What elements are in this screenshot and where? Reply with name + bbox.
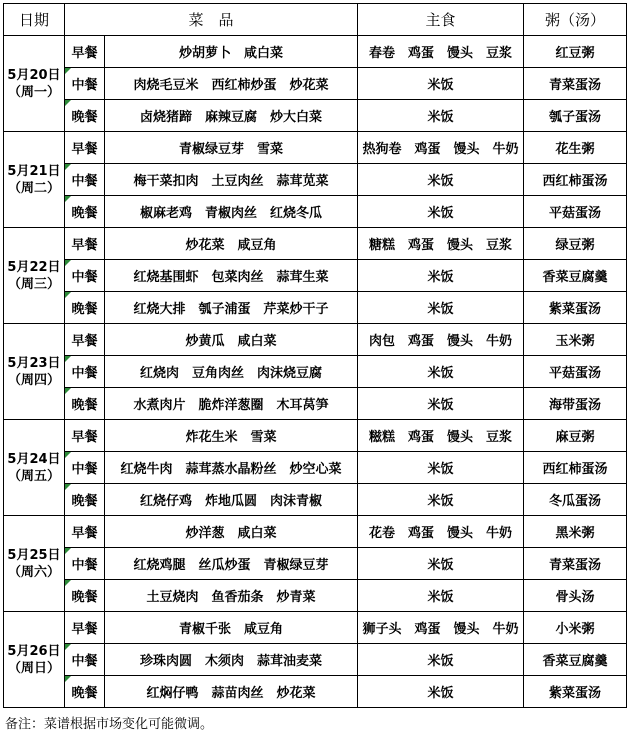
dishes-cell: 红烧鸡腿 丝瓜炒蛋 青椒绿豆芽: [105, 548, 358, 580]
porridge-cell: 青菜蛋汤: [524, 548, 627, 580]
staple-cell: 米饭: [358, 68, 524, 100]
meal-label-text: 中餐: [71, 78, 98, 93]
porridge-cell: 西红柿蛋汤: [524, 164, 627, 196]
meal-label: [65, 68, 105, 100]
cell-note-marker-icon: [65, 100, 71, 106]
date-label: 5月26日: [7, 643, 61, 659]
table-row: [4, 516, 627, 548]
cell-note-marker-icon: [65, 260, 71, 266]
dishes-cell: 炸花生米 雪菜: [105, 420, 358, 452]
table-row: [4, 132, 627, 164]
table-row: [4, 388, 627, 420]
staple-cell: 米饭: [358, 100, 524, 132]
dishes-cell: 椒麻老鸡 青椒肉丝 红烧冬瓜: [105, 196, 358, 228]
table-row: [4, 420, 627, 452]
date-cell: [4, 324, 65, 420]
table-row: [4, 36, 627, 68]
meal-label-text: 晚餐: [71, 494, 98, 509]
staple-cell: 糍糕 鸡蛋 馒头 豆浆: [358, 420, 524, 452]
dishes-cell: 红烧基围虾 包菜肉丝 蒜茸生菜: [105, 260, 358, 292]
weekday-label: （周四）: [7, 372, 60, 388]
meal-label-text: 中餐: [71, 366, 98, 381]
porridge-cell: 海带蛋汤: [524, 388, 627, 420]
meal-label-text: 晚餐: [71, 590, 98, 605]
porridge-cell: 瓠子蛋汤: [524, 100, 627, 132]
dishes-cell: 红烧仔鸡 炸地瓜圆 肉沫青椒: [105, 484, 358, 516]
meal-label-text: 早餐: [71, 526, 98, 541]
meal-label-text: 早餐: [71, 238, 98, 253]
dishes-cell: 卤烧猪蹄 麻辣豆腐 炒大白菜: [105, 100, 358, 132]
staple-cell: 狮子头 鸡蛋 馒头 牛奶: [358, 612, 524, 644]
staple-cell: 米饭: [358, 548, 524, 580]
table-row: [4, 196, 627, 228]
dishes-cell: 炒花菜 咸豆角: [105, 228, 358, 260]
porridge-cell: 红豆粥: [524, 36, 627, 68]
porridge-cell: 青菜蛋汤: [524, 68, 627, 100]
meal-label-text: 晚餐: [71, 110, 98, 125]
meal-label: [65, 36, 105, 68]
staple-cell: 米饭: [358, 356, 524, 388]
cell-note-marker-icon: [65, 388, 71, 394]
porridge-cell: 花生粥: [524, 132, 627, 164]
date-cell: [4, 420, 65, 516]
header-row: [4, 4, 627, 36]
dishes-cell: 水煮肉片 脆炸洋葱圈 木耳莴笋: [105, 388, 358, 420]
dishes-cell: 珍珠肉圆 木须肉 蒜茸油麦菜: [105, 644, 358, 676]
meal-label: [65, 100, 105, 132]
weekday-label: （周五）: [7, 468, 60, 484]
meal-label-text: 中餐: [71, 462, 98, 477]
meal-label-text: 晚餐: [71, 206, 98, 221]
date-label: 5月23日: [7, 355, 61, 371]
weekday-label: （周三）: [7, 276, 60, 292]
staple-cell: 米饭: [358, 196, 524, 228]
meal-label: [65, 388, 105, 420]
porridge-cell: 西红柿蛋汤: [524, 452, 627, 484]
table-row: [4, 100, 627, 132]
table-row: [4, 644, 627, 676]
meal-label: [65, 132, 105, 164]
header-porridge: 粥（汤）: [524, 4, 627, 36]
porridge-cell: 玉米粥: [524, 324, 627, 356]
cell-note-marker-icon: [65, 292, 71, 298]
dishes-cell: 红烧肉 豆角肉丝 肉沫烧豆腐: [105, 356, 358, 388]
meal-label: [65, 356, 105, 388]
staple-cell: 米饭: [358, 580, 524, 612]
meal-label-text: 晚餐: [71, 302, 98, 317]
table-row: [4, 260, 627, 292]
table-row: [4, 676, 627, 708]
table-row: [4, 612, 627, 644]
weekday-label: （周一）: [7, 84, 60, 100]
date-cell: [4, 612, 65, 708]
date-label: 5月22日: [7, 259, 61, 275]
date-cell: [4, 516, 65, 612]
porridge-cell: 平菇蛋汤: [524, 356, 627, 388]
date-label: 5月25日: [7, 547, 61, 563]
menu-body: [4, 36, 627, 708]
table-row: [4, 548, 627, 580]
meal-label: [65, 228, 105, 260]
staple-cell: 热狗卷 鸡蛋 馒头 牛奶: [358, 132, 524, 164]
date-label: 5月24日: [7, 451, 61, 467]
meal-label-text: 早餐: [71, 142, 98, 157]
dishes-cell: 炒胡萝卜 咸白菜: [105, 36, 358, 68]
porridge-cell: 香菜豆腐羹: [524, 260, 627, 292]
staple-cell: 米饭: [358, 644, 524, 676]
meal-label-text: 中餐: [71, 174, 98, 189]
staple-cell: 米饭: [358, 292, 524, 324]
staple-cell: 花卷 鸡蛋 馒头 牛奶: [358, 516, 524, 548]
meal-label: [65, 612, 105, 644]
staple-cell: 米饭: [358, 388, 524, 420]
porridge-cell: 骨头汤: [524, 580, 627, 612]
cell-note-marker-icon: [65, 580, 71, 586]
staple-cell: 米饭: [358, 484, 524, 516]
menu-table: [3, 3, 627, 708]
staple-cell: 米饭: [358, 452, 524, 484]
meal-label: [65, 324, 105, 356]
dishes-cell: 红烧牛肉 蒜茸蒸水晶粉丝 炒空心菜: [105, 452, 358, 484]
date-label: 5月21日: [7, 163, 61, 179]
table-row: [4, 452, 627, 484]
meal-label: [65, 260, 105, 292]
meal-label-text: 早餐: [71, 334, 98, 349]
dishes-cell: 青椒绿豆芽 雪菜: [105, 132, 358, 164]
cell-note-marker-icon: [65, 68, 71, 74]
table-row: [4, 580, 627, 612]
header-staple: 主食: [358, 4, 524, 36]
meal-label-text: 早餐: [71, 430, 98, 445]
dishes-cell: 红烧大排 瓠子浦蛋 芹菜炒干子: [105, 292, 358, 324]
meal-label-text: 晚餐: [71, 686, 98, 701]
date-cell: [4, 132, 65, 228]
dishes-cell: 红焖仔鸭 蒜苗肉丝 炒花菜: [105, 676, 358, 708]
date-cell: [4, 36, 65, 132]
weekday-label: （周二）: [7, 180, 60, 196]
meal-label-text: 中餐: [71, 558, 98, 573]
staple-cell: 肉包 鸡蛋 馒头 牛奶: [358, 324, 524, 356]
weekday-label: （周六）: [7, 564, 60, 580]
footnote: 备注：菜谱根据市场变化可能微调。: [5, 717, 214, 732]
porridge-cell: 冬瓜蛋汤: [524, 484, 627, 516]
staple-cell: 米饭: [358, 164, 524, 196]
meal-label: [65, 516, 105, 548]
meal-label: [65, 548, 105, 580]
porridge-cell: 小米粥: [524, 612, 627, 644]
porridge-cell: 紫菜蛋汤: [524, 676, 627, 708]
meal-label: [65, 676, 105, 708]
cell-note-marker-icon: [65, 356, 71, 362]
header-date: 日期: [4, 4, 65, 36]
cell-note-marker-icon: [65, 452, 71, 458]
meal-label: [65, 644, 105, 676]
cell-note-marker-icon: [65, 196, 71, 202]
table-row: [4, 484, 627, 516]
table-row: [4, 324, 627, 356]
dishes-cell: 青椒千张 咸豆角: [105, 612, 358, 644]
dishes-cell: 土豆烧肉 鱼香茄条 炒青菜: [105, 580, 358, 612]
date-label: 5月20日: [7, 67, 61, 83]
porridge-cell: 紫菜蛋汤: [524, 292, 627, 324]
meal-label-text: 早餐: [71, 46, 98, 61]
meal-label-text: 早餐: [71, 622, 98, 637]
table-row: [4, 68, 627, 100]
cell-note-marker-icon: [65, 676, 71, 682]
dishes-cell: 梅干菜扣肉 土豆肉丝 蒜茸苋菜: [105, 164, 358, 196]
porridge-cell: 黑米粥: [524, 516, 627, 548]
meal-label-text: 晚餐: [71, 398, 98, 413]
meal-label: [65, 452, 105, 484]
meal-label: [65, 420, 105, 452]
dishes-cell: 肉烧毛豆米 西红柿炒蛋 炒花菜: [105, 68, 358, 100]
dishes-cell: 炒黄瓜 咸白菜: [105, 324, 358, 356]
table-row: [4, 292, 627, 324]
meal-label: [65, 580, 105, 612]
cell-note-marker-icon: [65, 484, 71, 490]
table-row: [4, 164, 627, 196]
header-dishes: 菜 品: [65, 4, 358, 36]
porridge-cell: 香菜豆腐羹: [524, 644, 627, 676]
cell-note-marker-icon: [65, 548, 71, 554]
staple-cell: 米饭: [358, 260, 524, 292]
meal-label: [65, 484, 105, 516]
meal-label-text: 中餐: [71, 654, 98, 669]
table-row: [4, 356, 627, 388]
meal-label: [65, 292, 105, 324]
staple-cell: 糖糕 鸡蛋 馒头 豆浆: [358, 228, 524, 260]
cell-note-marker-icon: [65, 164, 71, 170]
meal-label: [65, 196, 105, 228]
table-row: [4, 228, 627, 260]
staple-cell: 春卷 鸡蛋 馒头 豆浆: [358, 36, 524, 68]
cell-note-marker-icon: [65, 644, 71, 650]
porridge-cell: 平菇蛋汤: [524, 196, 627, 228]
meal-label: [65, 164, 105, 196]
porridge-cell: 麻豆粥: [524, 420, 627, 452]
porridge-cell: 绿豆粥: [524, 228, 627, 260]
date-cell: [4, 228, 65, 324]
meal-label-text: 中餐: [71, 270, 98, 285]
weekday-label: （周日）: [7, 660, 60, 676]
dishes-cell: 炒洋葱 咸白菜: [105, 516, 358, 548]
staple-cell: 米饭: [358, 676, 524, 708]
